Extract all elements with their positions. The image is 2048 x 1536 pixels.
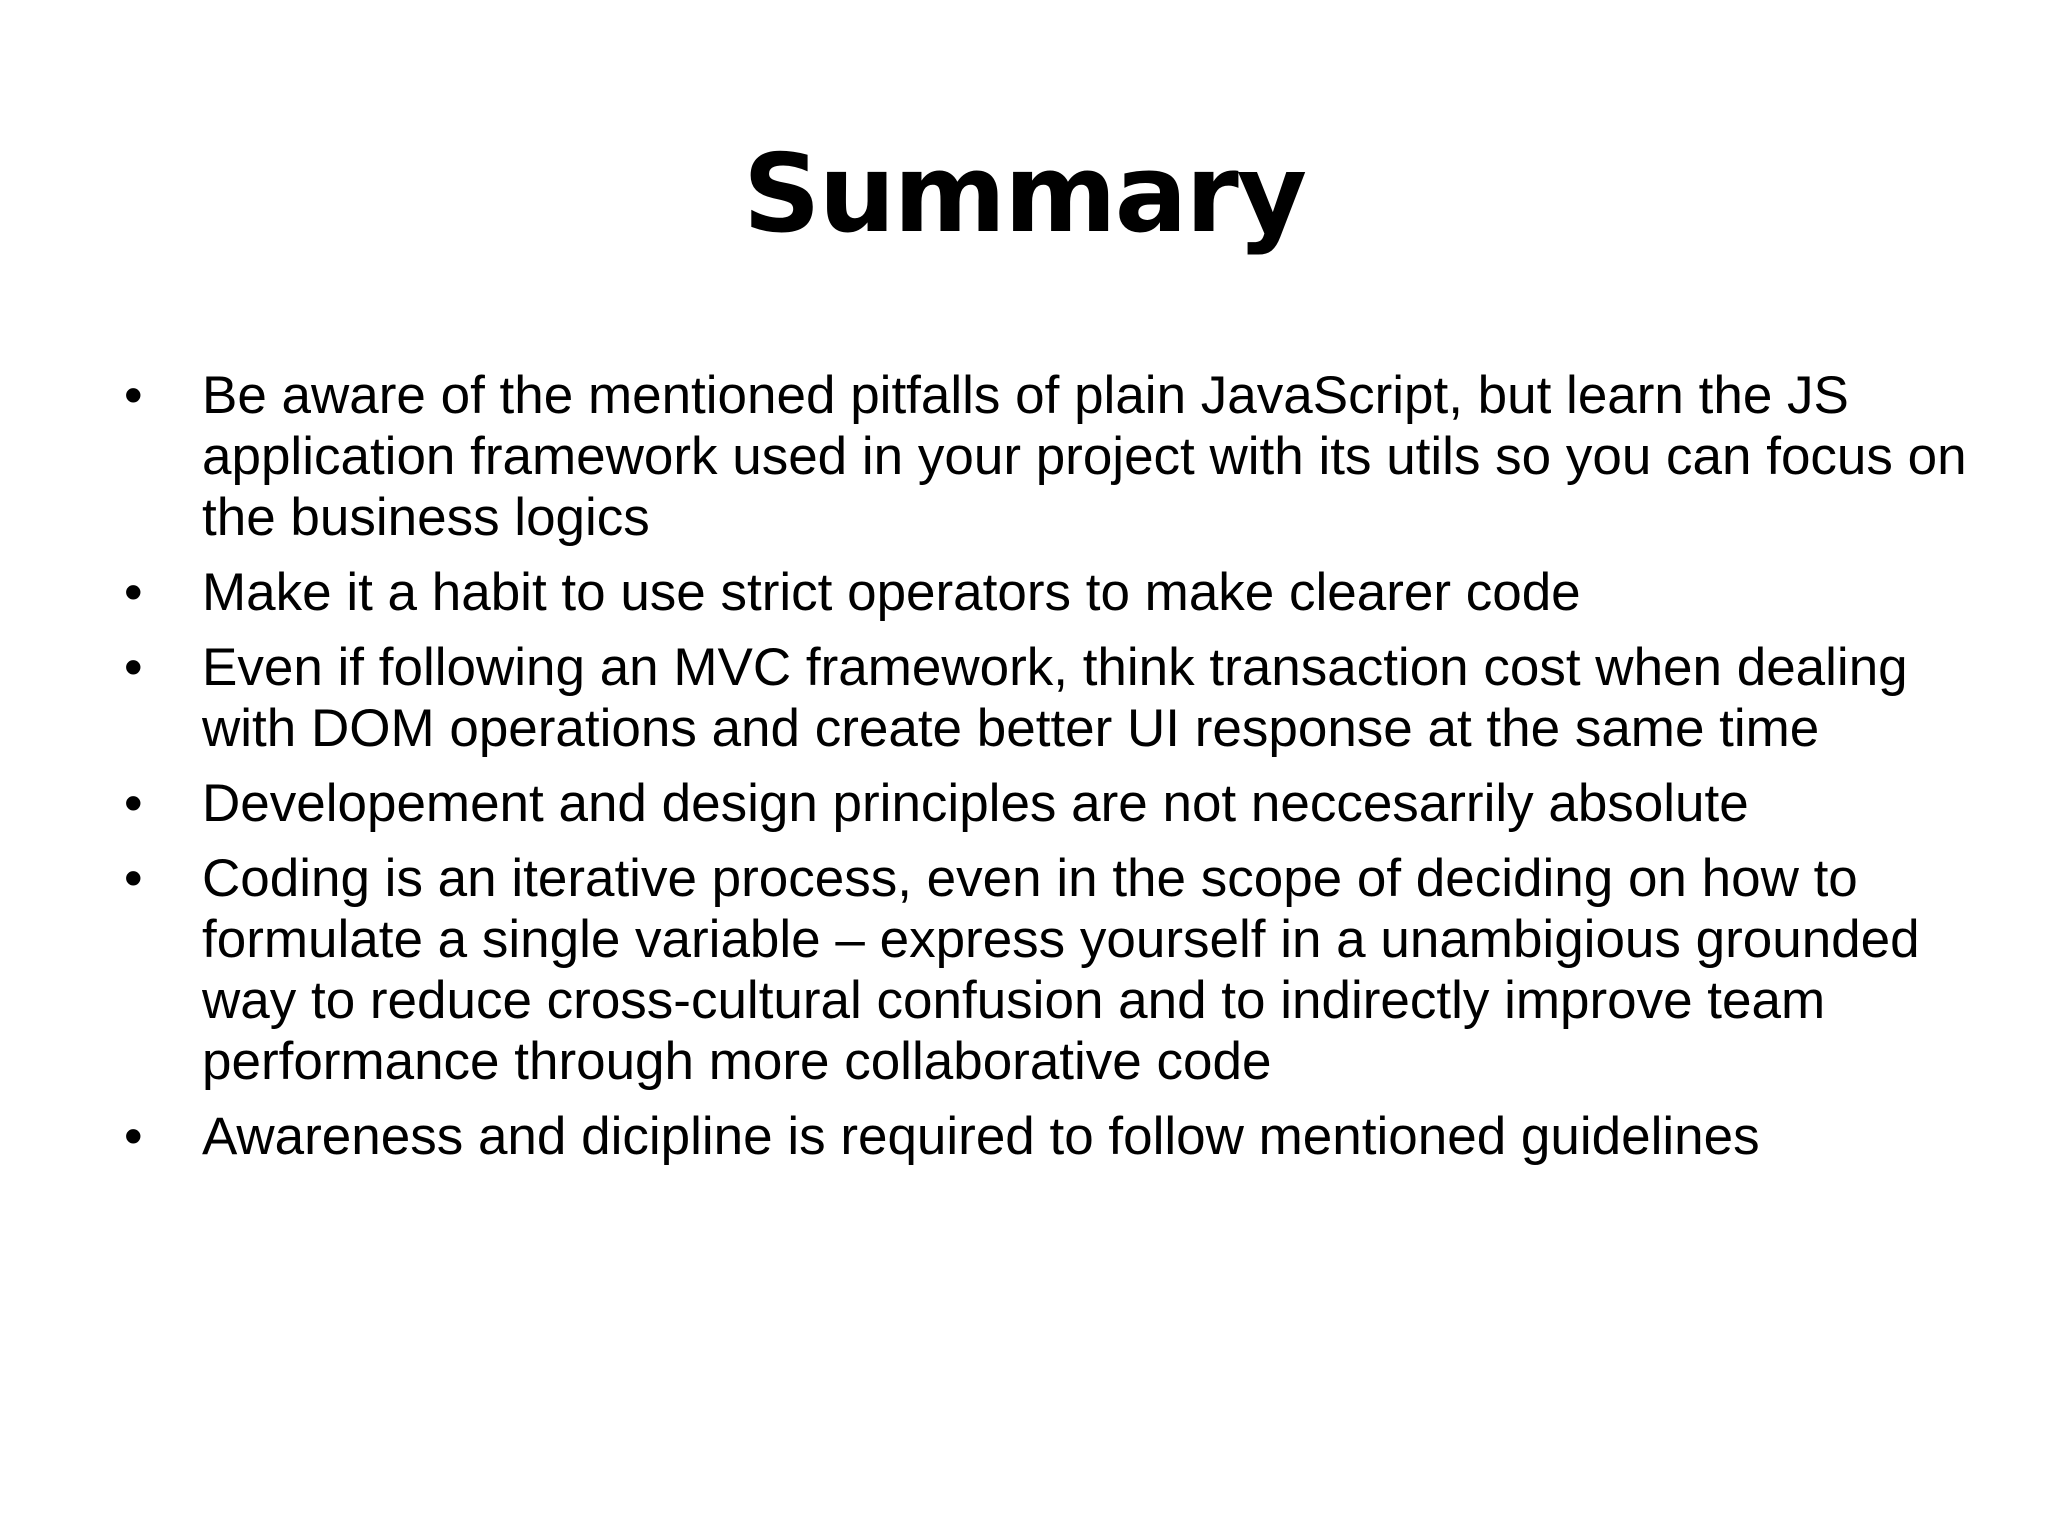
bullet-dot-icon: • <box>124 849 143 908</box>
bullet-item <box>120 637 1970 759</box>
bullet-dot-icon: • <box>124 774 143 833</box>
bullet-text: Coding is an iterative process, even in the scope of deciding on how to formulate a single variable – express yourself in a unambigious grounded way to reduce cross-cultural confusion and to indirectly improve team performance through more collaborative code <box>202 849 1920 1091</box>
bullet-item <box>120 365 1970 548</box>
bullet-dot-icon: • <box>124 638 143 697</box>
bullet-text: Awareness and dicipline is required to follow mentioned guidelines <box>202 1107 1760 1166</box>
bullet-dot-icon: • <box>124 366 143 425</box>
bullet-text: Make it a habit to use strict operators to make clearer code <box>202 563 1581 622</box>
bullet-dot-icon: • <box>124 563 143 622</box>
bullet-item <box>120 1106 1970 1167</box>
bullet-item <box>120 562 1970 623</box>
bullet-text: Developement and design principles are not neccesarrily absolute <box>202 774 1749 833</box>
bullet-text: Be aware of the mentioned pitfalls of plain JavaScript, but learn the JS application framework used in your project with its utils so you can focus on the business logics <box>202 366 1967 547</box>
bullet-list <box>120 365 1970 1181</box>
bullet-item <box>120 848 1970 1092</box>
slide-title: Summary <box>742 132 1306 257</box>
bullet-text: Even if following an MVC framework, think transaction cost when dealing with DOM operations and create better UI response at the same time <box>202 638 1908 758</box>
bullet-dot-icon: • <box>124 1107 143 1166</box>
bullet-item <box>120 773 1970 834</box>
